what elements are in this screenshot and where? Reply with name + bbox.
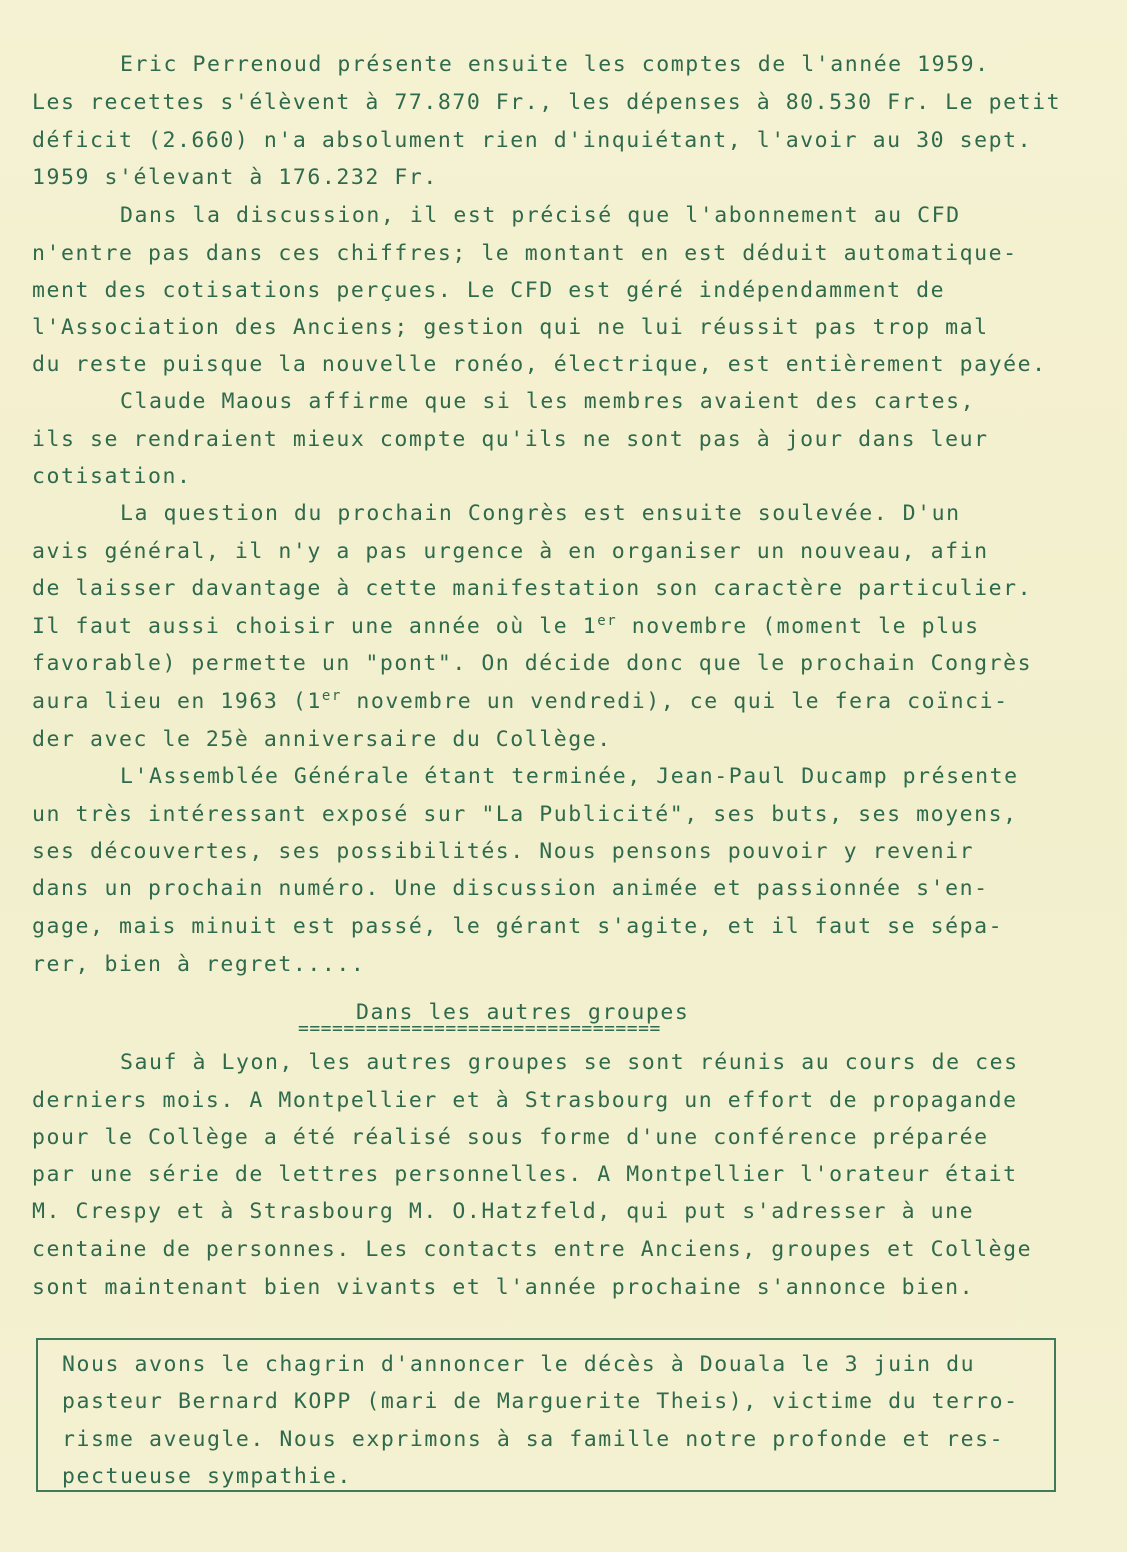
text-segment: novembre un vendredi), ce qui le fera coïnci- (341, 689, 1009, 714)
notice-line: pasteur Bernard KOPP (mari de Marguerite Theis), victime du terro- (62, 1389, 1019, 1414)
text-line: Dans la discussion, il est précisé que l'abonnement au CFD (120, 203, 961, 228)
text-line: L'Assemblée Générale étant terminée, Jean-Paul Ducamp présente (120, 764, 1019, 789)
text-line: Claude Maous affirme que si les membres avaient des cartes, (120, 389, 976, 414)
text-line: sont maintenant bien vivants et l'année prochaine s'annonce bien. (32, 1275, 975, 1300)
text-line: der avec le 25è anniversaire du Collège. (32, 727, 612, 752)
text-line: ment des cotisations perçues. Le CFD est géré indépendamment de (32, 278, 946, 303)
text-line: Eric Perrenoud présente ensuite les comptes de l'année 1959. (120, 52, 990, 77)
text-line: 1959 s'élevant à 176.232 Fr. (32, 165, 438, 190)
section-heading: Dans les autres groupes (356, 1000, 690, 1025)
text-line: un très intéressant exposé sur "La Publicité", ses buts, ses moyens, (32, 802, 1018, 827)
text-segment: aura lieu en 1963 (1 (32, 689, 322, 714)
text-line (32, 688, 1009, 714)
text-line: du reste puisque la nouvelle ronéo, électrique, est entièrement payée. (32, 352, 1047, 377)
text-line: pour le Collège a été réalisé sous forme d'une conférence préparée (32, 1125, 989, 1150)
text-line: n'entre pas dans ces chiffres; le montant en est déduit automatique- (32, 241, 1018, 266)
notice-line: pectueuse sympathie. (62, 1464, 352, 1489)
text-line: rer, bien à regret..... (32, 952, 366, 977)
text-line: centaine de personnes. Les contacts entre Anciens, groupes et Collège (32, 1237, 1033, 1262)
text-line: M. Crespy et à Strasbourg M. O.Hatzfeld, qui put s'adresser à une (32, 1199, 975, 1224)
superscript: er (597, 613, 618, 629)
text-line: cotisation. (32, 464, 192, 489)
notice-line: risme aveugle. Nous exprimons à sa famille notre profonde et res- (62, 1427, 1005, 1452)
text-line (32, 613, 980, 639)
heading-underline: ================================ (298, 1018, 661, 1039)
text-line: derniers mois. A Montpellier et à Strasbourg un effort de propagande (32, 1088, 1018, 1113)
text-line: Les recettes s'élèvent à 77.870 Fr., les dépenses à 80.530 Fr. Le petit (32, 90, 1062, 115)
text-line: avis général, il n'y a pas urgence à en organiser un nouveau, afin (32, 539, 989, 564)
text-line: ils se rendraient mieux compte qu'ils ne sont pas à jour dans leur (32, 427, 989, 452)
text-line: déficit (2.660) n'a absolument rien d'inquiétant, l'avoir au 30 sept. (32, 128, 1033, 153)
notice-line: Nous avons le chagrin d'annoncer le décès à Douala le 3 juin du (62, 1352, 976, 1377)
text-segment: Il faut aussi choisir une année où le 1 (32, 614, 598, 639)
text-line: La question du prochain Congrès est ensuite soulevée. D'un (120, 501, 961, 526)
text-line: dans un prochain numéro. Une discussion animée et passionnée s'en- (32, 876, 989, 901)
text-line: de laisser davantage à cette manifestation son caractère particulier. (32, 576, 1033, 601)
text-line: ses découvertes, ses possibilités. Nous pensons pouvoir y revenir (32, 839, 975, 864)
superscript: er (321, 688, 342, 704)
text-line: l'Association des Anciens; gestion qui ne lui réussit pas trop mal (32, 315, 989, 340)
text-segment: novembre (moment le plus (617, 614, 980, 639)
text-line: favorable) permette un "pont". On décide donc que le prochain Congrès (32, 651, 1033, 676)
text-line: gage, mais minuit est passé, le gérant s'agite, et il faut se sépa- (32, 914, 1004, 939)
text-line: Sauf à Lyon, les autres groupes se sont réunis au cours de ces (120, 1050, 1019, 1075)
text-line: par une série de lettres personnelles. A Montpellier l'orateur était (32, 1162, 1018, 1187)
